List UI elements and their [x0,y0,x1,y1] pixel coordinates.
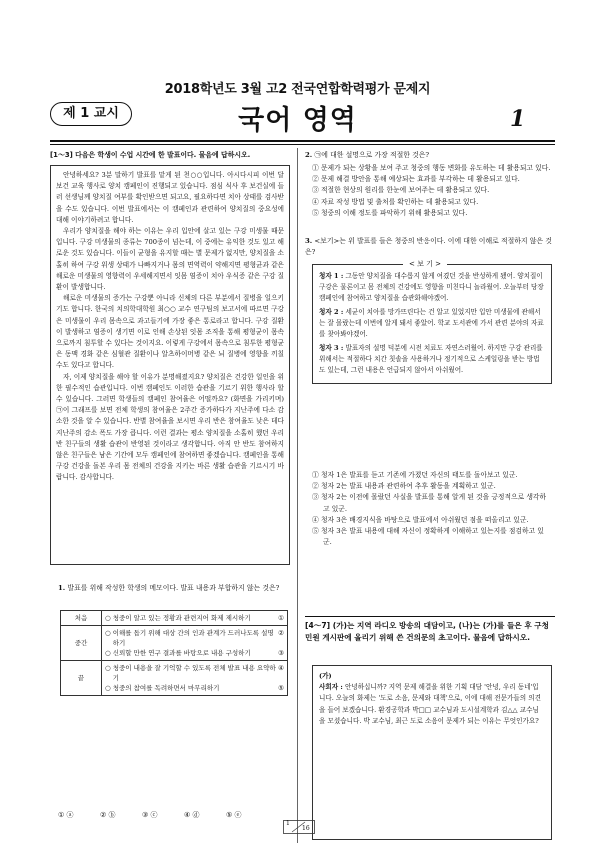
bogi-entry [319,343,545,376]
question-number: 2. [305,151,313,159]
memo-label: 중간 [61,626,102,661]
memo-item-number: ③ [278,649,284,657]
speaker-label: 사회자 : [319,683,343,692]
option[interactable]: ⑤ 청중의 이해 정도를 파악하기 위해 활용되고 있다. [312,208,468,217]
question-number: 3. [305,237,313,245]
page-number: 1 [510,106,526,132]
column-divider [297,148,298,843]
listener-text: 발표자의 설명 덕분에 시전 치료도 자연스러웠어. 하지만 구강 관리를 위해서는 적절하다 치간 칫솔을 사용하거나 정기적으로 스케일링을 받는 방법도 있는데, 그런 내용은 언급되지 않아서 아쉬웠어. [319,344,543,374]
option[interactable]: ⑤ 청자 3은 발표 내용에 대해 자신이 정확하게 이해하고 있는지를 점검하고 있군. [312,527,544,547]
passage-paragraph: 안녕하세요? 3분 말하기 발표를 맡게 된 천○○입니다. 아시다시피 이번 달 보건 교육 행사로 양치 캠페인이 진행되고 있습니다. 점심 식사 후 보건실에 들러 선생님께 양치질 여부를 확인받으면 되고요, 필요하다면 치아 상태를 검사받을 수도 있습니다. 이번 발표에서는 이 캠페인과 관련하여 양치질의 중요성에 대해 이야기하려고 합니다. [56,171,284,224]
exam-title: 2018학년도 3월 고2 전국연합학력평가 문제지 [164,82,431,97]
question-2 [305,150,555,161]
bogi-entry [319,307,545,340]
choice-2[interactable]: ② ⓑ [100,811,116,819]
memo-item-number: ① [278,614,284,622]
memo-item-text: 청중의 참여를 독려하면서 마무리하기 [112,684,220,692]
choice-4[interactable]: ④ ⓓ [184,811,200,819]
question-stem: ㉠에 대한 설명으로 가장 적절한 것은? [314,151,430,159]
choice-1[interactable]: ① ⓐ [58,811,74,819]
answer-choices [58,810,293,820]
option[interactable]: ① 청자 1은 발표를 듣고 기존에 가졌던 자신의 태도를 돌아보고 있군. [312,471,518,479]
q3-options [312,470,552,548]
question-stem: <보기>는 위 발표를 들은 청중의 반응이다. 이에 대한 이해로 적절하지 않은 것은? [305,237,552,257]
footer-page: 1 [286,820,290,827]
dialogue-line [319,682,545,727]
bullet: ○ [105,629,111,637]
header-rule-thin [50,144,555,145]
table-row [61,661,288,696]
table-row [61,626,288,661]
section-instruction-2: [4～7] (가)는 지역 라디오 방송의 대담이고, (나)는 (가)를 들은 후 구청 민원 게시판에 올리기 위해 쓴 건의문의 초고이다. 물음에 답하시오. [305,621,549,642]
memo-item-number: ⑤ [278,684,284,692]
page-footer [283,820,315,834]
memo-item [105,613,284,623]
bullet: ○ [105,649,111,657]
dialogue-box [312,665,552,840]
memo-item-number: ② [278,629,284,637]
memo-item-text: 신뢰할 만한 연구 결과를 바탕으로 내용 구성하기 [112,649,251,657]
table-row [61,611,288,626]
section-instruction: [1～3] 다음은 학생이 수업 시간에 한 발표이다. 물음에 답하시오. [50,151,251,159]
q2-options [312,163,552,219]
memo-item [105,663,284,683]
question-number: 1. [58,584,66,592]
bogi-entry [319,271,545,304]
question-1 [58,583,290,594]
listener-label: 청자 3 : [319,344,344,352]
period-badge: 제 1 교시 [50,102,132,126]
footer-total: 16 [302,825,310,832]
subject-title: 국어 영역 [238,105,357,136]
memo-item [105,628,284,648]
choice-3[interactable]: ③ ⓒ [142,811,158,819]
section-divider [305,616,555,617]
passage-box [50,165,290,565]
memo-label: 끝 [61,661,102,696]
option[interactable]: ④ 청자 3은 배경지식을 바탕으로 발표에서 아쉬웠던 점을 떠올리고 있군. [312,515,529,524]
passage-paragraph: 자, 이제 양치질을 해야 할 이유가 분명해졌지요? 양치질은 건강한 일인을 위한 필수적인 습관입니다. 이번 캠페인도 이러한 습관을 기르기 위한 행사라 할 수 있습니다. 그러면 학생들의 캠페인 참여율은 어떨까요? (화면을 가리키며) ㉠이 그래프를 보면 전체 학생의 참여율은 2주간 증가하다가 지난주에 다소 감소한 것을 알 수 있습니다. 반별 참여율을 보시면 우리 반은 참여율도 낮은 데다 지난주의 감소 폭도 가장 큽니다. 이런 결과는 평소 양치질을 소홀히 했던 우리 반 친구들의 생활 습관이 반영된 것이라고 생각합니다. 아직 안 반도 참여하지 않은 친구들은 남은 기간에 모두 캠페인에 참여하면 좋겠습니다. 캠페인을 통해 구강 건강을 돌본 우리 몸 전체의 건강을 지키는 바른 생활 습관을 기르시기 바랍니다. 감사합니다. [56,372,284,482]
listener-text: 그동안 양치질을 대수롭지 않게 여겼던 것을 반성하게 됐어. 양치질이 구강은 물론이고 몸 전체의 건강에도 영향을 미친다니 놀라웠어. 오늘부터 당장 캠페인에 참여하고 양치질을 습관화해야겠어. [319,272,544,302]
option[interactable]: ② 문제 해결 방안을 통해 예상되는 효과를 부각하는 데 활용되고 있다. [312,175,520,184]
memo-item [105,648,284,658]
speaker-text: 안녕하십니까? 지역 문제 해결을 위한 기획 대담 '안녕, 우리 동네'입니다. 오늘의 화제는 '도로 소음, 문제와 대책'으로, 이에 대해 전문가들의 의견을 들어 보겠습니다. 환경공학과 박□□ 교수님과 도시설계학과 김△△ 교수님을 모셨습니다. 박 교수님, 최근 도로 소음이 문제가 되는 이유는 무엇인가요? [319,683,541,725]
bogi-box [312,260,552,384]
memo-item-number: ④ [278,664,284,672]
listener-text: 세균이 치아를 망가뜨린다는 건 알고 있었지만 입안 미생물에 관해서는 잘 몰랐는데 이번에 알게 돼서 좋았어. 학교 도서관에 가서 관련 분야의 자료를 찾아봐야겠어. [319,308,544,338]
passage-paragraph: 우리가 양치질을 해야 하는 이유는 우리 입안에 살고 있는 구강 미생물 때문입니다. 구강 미생물의 종류는 700종이 넘는데, 이 중에는 유익한 것도 있고 해로운 것도 있습니다. 이들이 균형을 유지할 때는 별 문제가 없지만, 양치질을 소홀히 하여 구강 위생 상태가 나빠지거나 몸의 면역력이 약해지면 평형균과 같은 해로운 미생물의 영향력이 우세해지면서 잇몸 염증이 치아 우식증 같은 구강 질환이 발생합니다. [56,227,284,292]
option[interactable]: ③ 청자 2는 이전에 몰랐던 사실을 발표를 통해 알게 된 것을 긍정적으로 생각하고 있군. [312,493,547,513]
bullet: ○ [105,614,111,622]
memo-item-text: 청중이 알고 있는 정황과 관련지어 화제 제시하기 [112,614,251,622]
bullet: ○ [105,684,111,692]
memo-item-text: 이해를 돕기 위해 대상 간의 인과 관계가 드러나도록 설명하기 [112,629,274,647]
question-3 [305,236,555,258]
header-rule [50,140,555,142]
option[interactable]: ② 청자 2는 발표 내용과 관련하여 추후 활동을 계획하고 있군. [312,482,496,491]
option[interactable]: ③ 적절한 현상의 원리를 한눈에 보여주는 데 활용되고 있다. [312,186,490,195]
dialogue-label: (가) [319,672,332,680]
memo-label: 처음 [61,611,102,626]
bogi-legend: < 보 기 > [403,259,447,270]
bullet: ○ [105,664,111,672]
option[interactable]: ④ 자료 작성 방법 및 출처를 확인하는 데 활용되고 있다. [312,197,479,206]
memo-item-text: 청중이 내용을 잘 기억할 수 있도록 전체 발표 내용 요약하기 [112,664,276,682]
question-stem: 발표를 위해 작성한 학생의 메모이다. 발표 내용과 부합하지 않는 것은? [67,584,280,592]
option[interactable]: ① 문제가 되는 상황을 보여 주고 청중의 행동 변화를 유도하는 데 활용되고 있다. [312,164,551,172]
listener-label: 청자 2 : [319,308,344,316]
memo-table [60,610,288,696]
memo-item [105,683,284,693]
listener-label: 청자 1 : [319,272,344,280]
choice-5[interactable]: ⑤ ⓔ [226,811,242,819]
passage-paragraph: 해로운 미생물의 증가는 구강뿐 아니라 신체의 다른 부분에서 질병을 일으키기도 합니다. 한국의 치의학대학원 최○○ 교수 연구팀의 보고서에 따르면 구강은 미생물이 우리 몸속으로 과고들기에 가장 좋은 통로라고 합니다. 구강 질환이 발생하고 염증이 생기면 이로 인해 손상된 잇몸 조직을 통해 평형균이 몸속으로까지 침투할 수 있다는 것이지요. 이렇게 구강에서 몸속으로 침투한 평형균은 동맥 경화 같은 심혈관 질환이나 알츠하이머병 같은 뇌 질병에 영향을 끼칠 수도 있다고 합니다. [56,294,284,370]
